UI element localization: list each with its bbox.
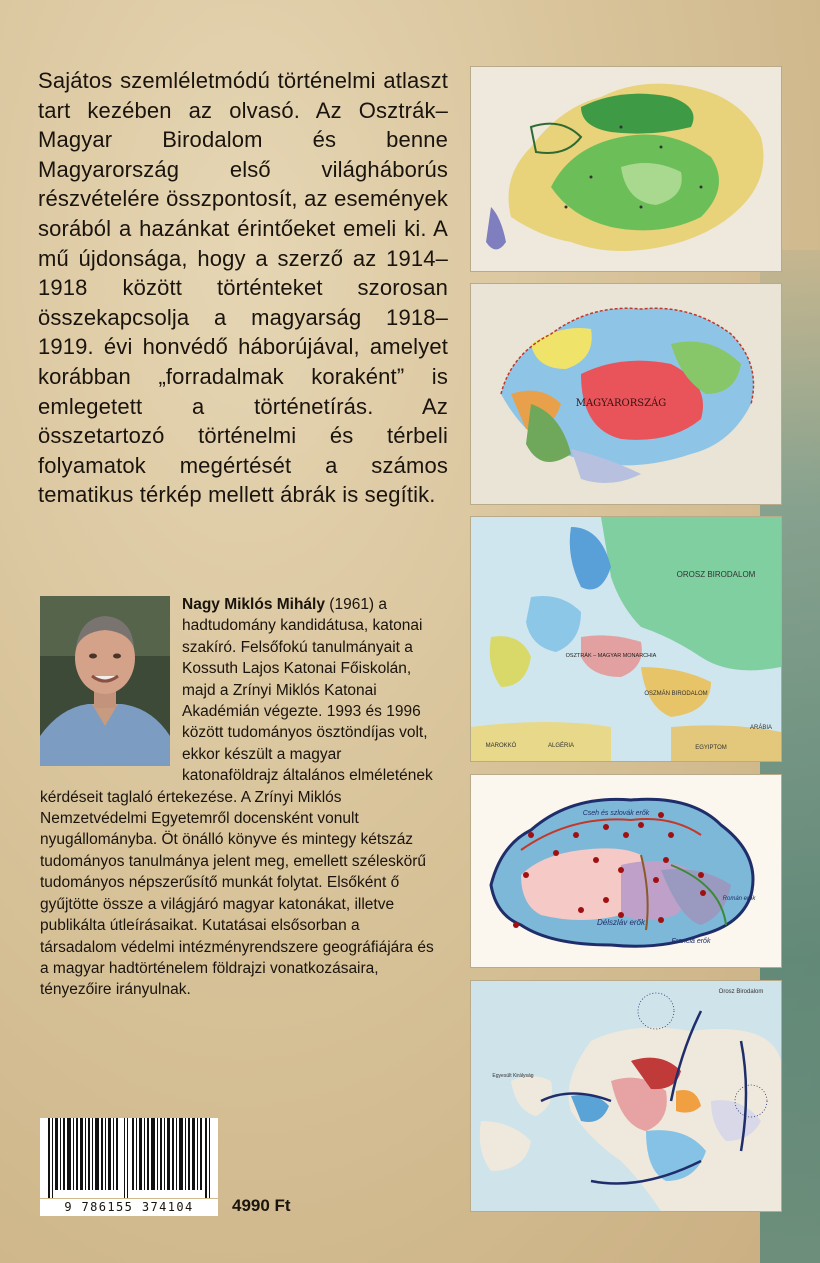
barcode-bars (40, 1118, 218, 1198)
barcode-digits: 9 786155 374104 (40, 1199, 218, 1216)
blurb-text: Sajátos szemléletmódú történelmi atlaszt tart kezében az olvasó. Az Osztrák–Magyar Birodalom és benne Magyarország első világháborús részvételére összpontosít, az események sorából a hazánkat érintőeket emeli ki. A mű újdonsága, hogy a szerző az 1914–1918 között történteket szorosan összekapcsolja a magyarság 1918–1919. évi honvédő háborújával, amelyet korábban „forradalmak koraként” is emlegetett a történetírás. Az összetartozó történelmi és térbeli folyamatok megértését a számos tematikus térkép mellett ábrák is segítik. (38, 68, 448, 508)
map-2-drawing (471, 284, 781, 504)
isbn-barcode (40, 1118, 218, 1198)
map-3-label-egypt: EGYIPTOM (695, 745, 727, 751)
map-3-label-algeria: ALGÉRIA (547, 743, 575, 749)
map-3-label-ottoman: OSZMÁN BIRODALOM (644, 691, 708, 697)
map-2-label: MAGYARORSZÁG (575, 398, 667, 409)
map-3-label-arabia: ARÁBIA (749, 725, 773, 731)
map-5-drawing (471, 981, 781, 1211)
author-bio (40, 594, 440, 1001)
author-name: Nagy Miklós Mihály (182, 596, 325, 613)
map-3-label-morocco: MAROKKÓ (485, 743, 517, 749)
map-3-label-austria-hungary: OSZTRÁK – MAGYAR MONARCHIA (565, 653, 657, 659)
map-4-drawing (471, 775, 781, 967)
map-3-europe-1914 (470, 516, 782, 762)
map-4-hungary-1918-1919 (470, 774, 782, 968)
map-3-drawing (471, 517, 781, 761)
map-5-label-russia: Orosz Birodalom (718, 989, 764, 995)
map-4-label-romanian: Román erők (722, 896, 756, 902)
map-5-europe-wwi-movements (470, 980, 782, 1212)
map-4-label-french: Francia erők (671, 938, 711, 945)
map-2-ethnic-map (470, 283, 782, 505)
map-1-drawing (471, 67, 781, 271)
map-5-label-uk: Egyesült Királyság (492, 1073, 534, 1079)
map-3-label-russia: OROSZ BIRODALOM (676, 570, 756, 579)
author-bio-text: (1961) a hadtudomány kandidátusa, katonai szakíró. Felsőfokú tanulmányait a Kossuth Lajos Katonai Főiskolán, majd a Zrínyi Miklós Katonai Akadémián végezte. 1993 és 1996 között tudományos ösztöndíjas volt, ekkor készült a magyar katonaföldrajz általános elméletének kérdéseit taglaló értekezése. A Zrínyi Miklós Nemzetvédelmi Egyetemről docensként vonult nyugállományba. Öt önálló könyve és mintegy kétszáz tudományos tanulmánya jelent meg, emellett széleskörű tudományos népszerűsítő munkát folytat. Elsőként ő gyűjtötte össze a világjáró magyar katonákat, illetve publikálta útleírásaikat. Kutatásai elsősorban a társadalom védelmi intézményrendszere geográfiájára és a magyar hadtörténelem földrajzi vonatkozásaira, tényezőire irányulnak. (40, 596, 434, 999)
book-blurb (38, 66, 448, 510)
map-4-label-southslav: Délszláv erők (596, 918, 646, 927)
map-1-austria-hungary (470, 66, 782, 272)
map-4-label-czech: Cseh és szlovák erők (582, 810, 650, 817)
price-label: 4990 Ft (232, 1196, 291, 1215)
